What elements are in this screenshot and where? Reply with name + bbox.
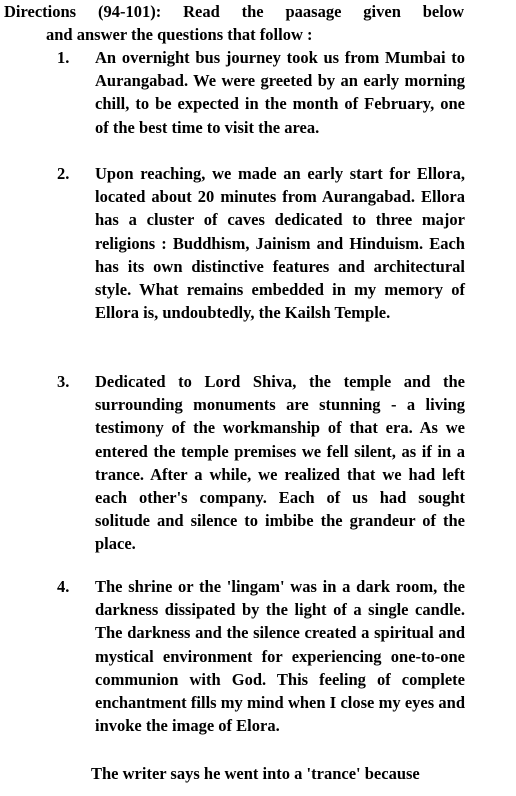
- paragraph-text: Upon reaching, we made an early start for Ellora, located about 20 minutes from Aurangabad. Ellora has a cluster of caves dedicated to three major religions : Buddhism, Jainism and Hinduism. Each has its own distinctive features and architectural style. What remains embedded in my memory of Ellora is, undoubtedly, the Kailsh Temple.: [95, 164, 465, 323]
- paragraph-number: 1.: [57, 48, 70, 67]
- paragraph-text: An overnight bus journey took us from Mumbai to Aurangabad. We were greeted by an early morning chill, to be expected in the month of February, one of the best time to visit the area.: [95, 48, 465, 137]
- paragraph-number: 4.: [57, 577, 70, 596]
- paragraph-number: 3.: [57, 372, 70, 391]
- directions-line-1: Directions (94-101): Read the paasage given below: [4, 2, 464, 21]
- question-stem: The writer says he went into a 'trance' because: [91, 764, 420, 783]
- paragraph-number: 2.: [57, 164, 70, 183]
- paragraph-text: Dedicated to Lord Shiva, the temple and the surrounding monuments are stunning - a living testimony of the workmanship of that era. As we entered the temple premises we fell silent, as if in a trance. After a while, we realized that we had left each other's company. Each of us had sought solitude and silence to imbibe the grandeur of the place.: [95, 372, 465, 554]
- directions-heading: [4, 0, 464, 46]
- paragraph-text: The shrine or the 'lingam' was in a dark room, the darkness dissipated by the light of a single candle. The darkness and the silence created a spiritual and mystical environment for experiencing one-to-one communion with God. This feeling of complete enchantment fills my mind when I close my eyes and invoke the image of Elora.: [95, 577, 465, 736]
- directions-line-2: and answer the questions that follow :: [46, 25, 313, 45]
